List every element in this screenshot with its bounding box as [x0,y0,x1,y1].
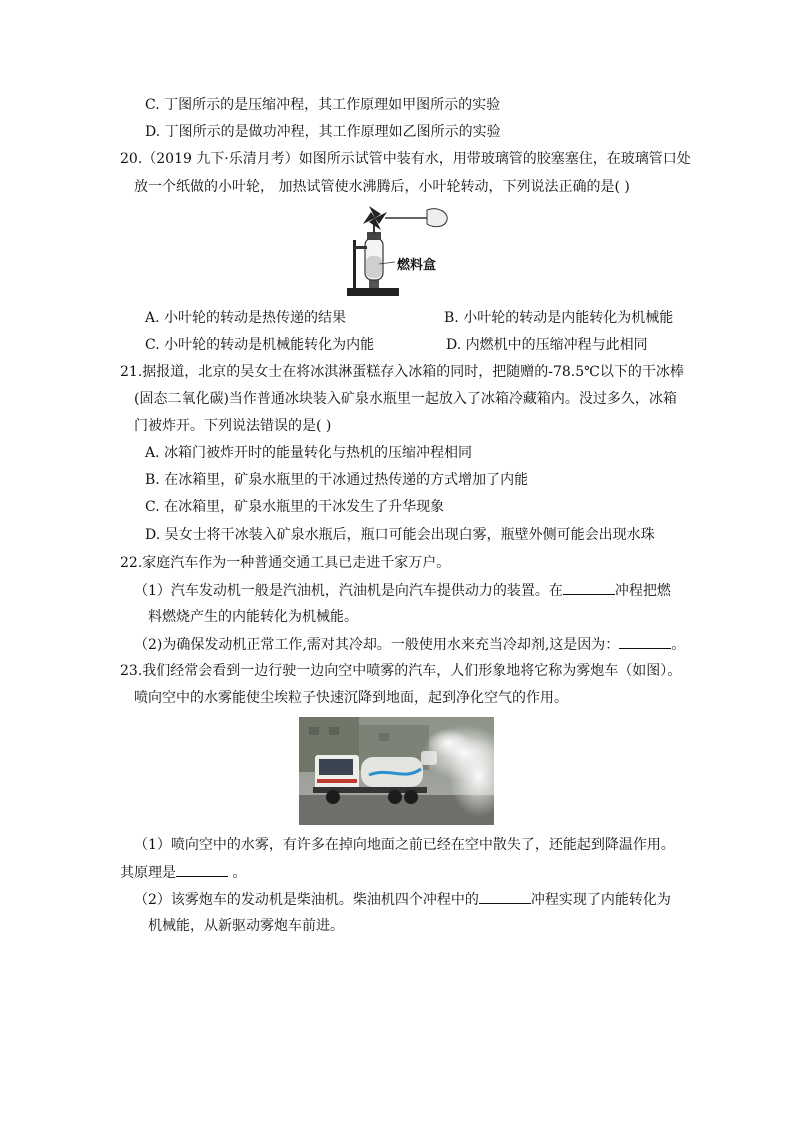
q23-stem-line1: 23.我们经常会看到一边行驶一边向空中喷雾的汽车，人们形象地将它称为雾炮车（如图）。 [120,663,682,679]
q21-option-a: A. 冰箱门被炸开时的能量转化与热机的压缩冲程相同 [145,445,473,461]
q19-option-d: D. 丁图所示的是做功冲程，其工作原理如乙图所示的实验 [145,124,501,140]
q22-part1-line1 [134,580,671,601]
q23-part1-blank[interactable] [176,862,228,877]
q23-part2-line1 [134,889,671,910]
q21-option-b: B. 在冰箱里，矿泉水瓶里的干冰通过热传递的方式增加了内能 [145,472,529,488]
q22-part2-line [134,634,685,655]
q22-part2-text-a: （2)为确保发动机正常工作,需对其冷却。一般使用水来充当冷却剂,这是因为： [134,637,620,653]
q23-part1-line2 [120,862,246,883]
q20-option-b: B. 小叶轮的转动是内能转化为机械能 [444,310,674,326]
q23-part2-blank[interactable] [479,889,531,904]
q20-option-d: D. 内燃机中的压缩冲程与此相同 [446,337,648,353]
q22-stem: 22.家庭汽车作为一种普通交通工具已走进千家万户。 [120,555,451,571]
q22-part2-blank[interactable] [619,634,671,649]
q22-part2-text-b: 。 [671,637,686,653]
q22-part1-text-b: 冲程把燃 [614,583,671,599]
q20-stem-line1: 20.（2019 九下·乐清月考）如图所示试管中装有水，用带玻璃管的胶塞塞住，在玻璃管口处 [120,151,691,167]
q23-stem-line2: 喷向空中的水雾能使尘埃粒子快速沉降到地面，起到净化空气的作用。 [134,690,568,706]
q23-part2-line2: 机械能，从新驱动雾炮车前进。 [148,918,344,934]
q22-part1-text-a: （1）汽车发动机一般是汽油机，汽油机是向汽车提供动力的装置。在 [134,583,563,599]
q23-part1-text-b: 。 [228,865,247,881]
q21-option-c: C. 在冰箱里，矿泉水瓶里的干冰发生了升华现象 [145,499,445,515]
q20-option-c: C. 小叶轮的转动是机械能转化为内能 [145,337,375,353]
q21-option-d: D. 吴女士将干冰装入矿泉水瓶后，瓶口可能会出现白雾，瓶壁外侧可能会出现水珠 [145,527,655,543]
q21-stem-line1: 21.据报道，北京的吴女士在将冰淇淋蛋糕存入冰箱的同时，把随赠的-78.5℃以下的干冰棒 [120,364,684,380]
q23-part2-text-b: 冲程实现了内能转化为 [530,892,671,908]
test-tube-pinwheel-drawing [345,206,453,300]
q20-option-a: A. 小叶轮的转动是热传递的结果 [145,310,347,326]
q19-option-c: C. 丁图所示的是压缩冲程，其工作原理如甲图所示的实验 [145,97,501,113]
test-tube-pinwheel-figure [345,206,453,300]
fog-cannon-truck-drawing [299,717,494,825]
q21-stem-line3: 门被炸开。下列说法错误的是( ) [134,418,332,434]
q23-part2-text-a: （2）该雾炮车的发动机是柴油机。柴油机四个冲程中的 [134,892,479,908]
q23-part1-text-a: 其原理是 [120,865,176,881]
q22-part1-line2: 料燃烧产生的内能转化为机械能。 [148,609,358,625]
q21-stem-line2: (固态二氧化碳)当作普通冰块装入矿泉水瓶里一起放入了冰箱冷藏箱内。没过多久，冰箱 [134,391,677,407]
q23-part1-line1: （1）喷向空中的水雾，有许多在掉向地面之前已经在空中散失了，还能起到降温作用。 [134,837,675,853]
fuel-box-label: 燃料盒 [397,258,437,273]
q20-stem-line2: 放一个纸做的小叶轮， 加热试管使水沸腾后，小叶轮转动，下列说法正确的是( ) [134,179,630,195]
q22-part1-blank[interactable] [563,580,615,595]
fog-cannon-truck-photo [299,717,494,825]
